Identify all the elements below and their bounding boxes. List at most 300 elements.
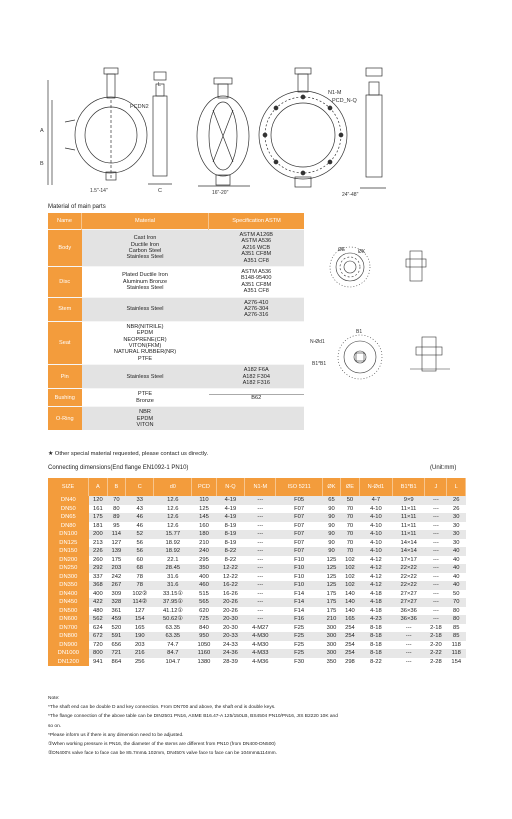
- dimension-cell: 22×22: [393, 573, 425, 582]
- dimension-cell: 941: [89, 658, 107, 667]
- material-row: [48, 321, 304, 364]
- size-cell: DN50: [48, 505, 89, 514]
- dimension-cell: 210: [322, 615, 340, 624]
- material-cell: [82, 365, 209, 389]
- dimension-cell: ---: [245, 513, 276, 522]
- size-cell: DN1000: [48, 649, 89, 658]
- dimension-cell: 52: [126, 530, 154, 539]
- dimensions-header-cell: C: [126, 478, 154, 496]
- dimension-cell: 175: [107, 556, 125, 565]
- dimension-cell: 361: [107, 607, 125, 616]
- material-cell: [82, 267, 209, 298]
- dimension-cell: 2-28: [425, 658, 447, 667]
- dimension-cell: 8-18: [359, 641, 392, 650]
- material-line: VITON(FKM): [128, 342, 162, 349]
- dimension-cell: 350: [322, 658, 340, 667]
- material-cell: [82, 407, 209, 431]
- dimension-cell: 125: [322, 581, 340, 590]
- dimensions-header-row: [48, 478, 466, 496]
- spec-line: A351 CF8M: [241, 251, 272, 258]
- dimension-cell: 240: [192, 547, 217, 556]
- dimension-cell: ---: [425, 564, 447, 573]
- dimension-cell: F07: [276, 505, 322, 514]
- dimension-cell: 102: [341, 564, 359, 573]
- dimension-cell: 256: [126, 658, 154, 667]
- dimension-cell: 300: [322, 624, 340, 633]
- dimensions-header-cell: ØK: [322, 478, 340, 496]
- dimension-cell: ---: [245, 598, 276, 607]
- dimension-cell: 1380: [192, 658, 217, 667]
- dimension-cell: 4-10: [359, 505, 392, 514]
- label-phi-e: ØE: [338, 247, 346, 253]
- dimensions-header-cell: N1-M: [245, 478, 276, 496]
- label-l: L: [158, 82, 162, 88]
- dimension-cell: 203: [107, 564, 125, 573]
- dimension-cell: 8-19: [216, 522, 244, 531]
- dimension-cell: 46: [126, 522, 154, 531]
- dimension-cell: 165: [341, 615, 359, 624]
- material-line: Stainless Steel: [126, 285, 164, 291]
- dimension-cell: 422: [89, 598, 107, 607]
- dimension-cell: 12.6: [154, 522, 192, 531]
- dimension-cell: ---: [245, 573, 276, 582]
- dimension-cell: 337: [89, 573, 107, 582]
- dimension-cell: 200: [89, 530, 107, 539]
- dimension-cell: 300: [322, 649, 340, 658]
- dimension-cell: ---: [245, 496, 276, 505]
- dimension-cell: 70: [341, 505, 359, 514]
- dimensions-header-cell: N-Ød1: [359, 478, 392, 496]
- material-cell: [82, 297, 209, 321]
- size-cell: DN600: [48, 615, 89, 624]
- spec-line: A182 F6A: [243, 367, 269, 374]
- size-cell: DN150: [48, 547, 89, 556]
- dimension-cell: 203: [126, 641, 154, 650]
- dimension-cell: ---: [425, 539, 447, 548]
- dimension-cell: 8-22: [216, 547, 244, 556]
- spec-cell: [209, 230, 305, 267]
- dimension-cell: ---: [425, 522, 447, 531]
- label-n-phi-d1: N-Ød1: [310, 339, 325, 345]
- materials-title: Material of main parts: [48, 204, 106, 210]
- dimensions-table: [48, 478, 466, 666]
- dimension-cell: 43: [126, 505, 154, 514]
- dimension-cell: 118: [447, 649, 466, 658]
- dimension-cell: 8-18: [359, 624, 392, 633]
- dimension-cell: 254: [341, 632, 359, 641]
- size-cell: DN200: [48, 556, 89, 565]
- dimension-cell: 8-22: [359, 658, 392, 667]
- dimension-cell: 12-22: [216, 573, 244, 582]
- size-cell: DN350: [48, 581, 89, 590]
- note-line: *The shaft end can be double D and key connection. From DN700 and above, the shaft end is double keys.: [48, 705, 276, 711]
- dimension-cell: 591: [107, 632, 125, 641]
- dimension-cell: 840: [192, 624, 217, 633]
- dimension-cell: 459: [107, 615, 125, 624]
- dimension-cell: 210: [192, 539, 217, 548]
- dimension-cell: 18.92: [154, 547, 192, 556]
- material-line: PTFE: [137, 391, 153, 398]
- dimension-cell: 125: [322, 556, 340, 565]
- note-line: *Please inform us if there is any dimension need to be adjusted.: [48, 732, 184, 738]
- dimension-cell: 175: [322, 590, 340, 599]
- material-line: Plated Ductile Iron: [122, 272, 168, 279]
- dimension-cell: 2-18: [425, 624, 447, 633]
- dimension-cell: 4-10: [359, 530, 392, 539]
- dimension-cell: 80: [447, 607, 466, 616]
- note-line: so on.: [48, 723, 62, 729]
- size-range-2: 16"-20": [212, 190, 229, 196]
- dimension-cell: 400: [192, 573, 217, 582]
- dimension-cell: F16: [276, 615, 322, 624]
- flange-details: [310, 245, 470, 395]
- valve-drawings: [30, 60, 470, 200]
- dimension-cell: 480: [89, 607, 107, 616]
- dimension-cell: 85: [447, 632, 466, 641]
- dimension-cell: 267: [107, 581, 125, 590]
- dimension-cell: 300: [322, 641, 340, 650]
- spec-cell: [209, 365, 305, 389]
- dimension-cell: 30: [447, 530, 466, 539]
- dimension-cell: 90: [322, 522, 340, 531]
- dimension-cell: 1160: [192, 649, 217, 658]
- dimension-cell: ---: [425, 607, 447, 616]
- dimension-cell: 4-10: [359, 522, 392, 531]
- dimension-cell: 40: [447, 581, 466, 590]
- dimension-cell: 300: [322, 632, 340, 641]
- dimension-cell: 90: [322, 505, 340, 514]
- dimension-cell: 30: [447, 522, 466, 531]
- dimension-cell: 242: [107, 573, 125, 582]
- dimension-cell: 56: [126, 539, 154, 548]
- dimension-cell: 78: [126, 581, 154, 590]
- dimension-cell: 154: [447, 658, 466, 667]
- dimension-cell: 90: [322, 530, 340, 539]
- dimension-cell: F30: [276, 658, 322, 667]
- dimension-cell: 95: [107, 522, 125, 531]
- spec-line: B62: [209, 394, 305, 401]
- spec-line: A351 CF8M: [241, 281, 272, 288]
- size-cell: DN800: [48, 632, 89, 641]
- dimensions-header-cell: L: [447, 478, 466, 496]
- dimension-cell: ---: [425, 590, 447, 599]
- dimension-cell: 4-M27: [245, 624, 276, 633]
- materials-header-spec: Specification ASTM: [209, 213, 305, 230]
- material-line: Ductile Iron: [130, 241, 160, 248]
- size-cell: DN500: [48, 607, 89, 616]
- material-cell: [82, 321, 209, 364]
- spec-line: A276-410: [244, 299, 269, 306]
- dimension-cell: 2-18: [425, 632, 447, 641]
- dimension-cell: ---: [425, 530, 447, 539]
- dimension-cell: 350: [192, 564, 217, 573]
- dimension-cell: 16-26: [216, 590, 244, 599]
- dimension-cell: 70: [107, 496, 125, 505]
- dimensions-row: [48, 505, 466, 514]
- dimension-cell: 328: [107, 598, 125, 607]
- dimension-cell: 368: [89, 581, 107, 590]
- dimensions-row: [48, 530, 466, 539]
- dimensions-row: [48, 496, 466, 505]
- dimension-cell: 254: [341, 641, 359, 650]
- dimension-cell: 18.92: [154, 539, 192, 548]
- dimension-cell: 4-M36: [245, 658, 276, 667]
- dimension-cell: 2-20: [425, 641, 447, 650]
- dimension-cell: 27×27: [393, 590, 425, 599]
- dimension-cell: 2-22: [425, 649, 447, 658]
- spec-line: A351 CF8: [243, 257, 269, 264]
- dimension-cell: 24-33: [216, 641, 244, 650]
- dimension-cell: F10: [276, 556, 322, 565]
- dimension-cell: ---: [425, 556, 447, 565]
- material-part-name: Pin: [48, 365, 82, 389]
- dimension-cell: 460: [192, 581, 217, 590]
- dimension-cell: 515: [192, 590, 217, 599]
- dimension-cell: 161: [89, 505, 107, 514]
- dimension-cell: 102: [341, 581, 359, 590]
- dimension-cell: 950: [192, 632, 217, 641]
- dimension-cell: 114②: [126, 598, 154, 607]
- material-line: NBR: [139, 409, 151, 416]
- dimension-cell: F10: [276, 581, 322, 590]
- size-cell: DN40: [48, 496, 89, 505]
- dimension-cell: 26: [447, 505, 466, 514]
- dimension-cell: 14×14: [393, 539, 425, 548]
- size-cell: DN250: [48, 564, 89, 573]
- size-cell: DN300: [48, 573, 89, 582]
- dimension-cell: 50: [341, 496, 359, 505]
- material-part-name: Body: [48, 230, 82, 267]
- label-b: B: [40, 161, 44, 167]
- dimension-cell: 36×36: [393, 615, 425, 624]
- dimension-cell: ---: [393, 649, 425, 658]
- dimension-cell: 22.1: [154, 556, 192, 565]
- dimension-cell: 140: [341, 607, 359, 616]
- dimensions-row: [48, 556, 466, 565]
- size-cell: DN125: [48, 539, 89, 548]
- dimension-cell: ---: [425, 615, 447, 624]
- spec-cell: [209, 321, 305, 364]
- dimension-cell: 8-19: [216, 530, 244, 539]
- drawing-lug-valve: [197, 78, 250, 186]
- dimension-cell: 14×14: [393, 547, 425, 556]
- dimension-cell: 63.35: [154, 632, 192, 641]
- size-cell: DN450: [48, 598, 89, 607]
- dimension-cell: ---: [425, 598, 447, 607]
- dimension-cell: 260: [89, 556, 107, 565]
- dimension-cell: ---: [425, 496, 447, 505]
- dimension-cell: ---: [393, 658, 425, 667]
- dimension-cell: 145: [192, 513, 217, 522]
- material-cell: [82, 230, 209, 267]
- dimension-cell: 127: [107, 539, 125, 548]
- dimension-cell: 140: [341, 598, 359, 607]
- material-line: Bronze: [136, 397, 154, 404]
- size-range-3: 24"-48": [342, 192, 359, 198]
- dimension-cell: 56: [126, 547, 154, 556]
- dimension-cell: ---: [245, 547, 276, 556]
- dimension-cell: 65: [322, 496, 340, 505]
- dimension-cell: 1050: [192, 641, 217, 650]
- dimension-cell: 620: [192, 607, 217, 616]
- dimension-cell: F07: [276, 539, 322, 548]
- dimension-cell: 22×22: [393, 581, 425, 590]
- dimension-cell: 180: [192, 530, 217, 539]
- label-b1b1: B1*B1: [312, 361, 327, 367]
- dimension-cell: 4-12: [359, 573, 392, 582]
- dimension-cell: 721: [107, 649, 125, 658]
- dimension-cell: 70: [341, 547, 359, 556]
- dimension-cell: 80: [447, 615, 466, 624]
- dimensions-row: [48, 573, 466, 582]
- material-row: [48, 365, 304, 389]
- dimension-cell: 70: [341, 539, 359, 548]
- dimension-cell: 28.45: [154, 564, 192, 573]
- dimension-cell: 4-23: [359, 615, 392, 624]
- dimension-cell: F25: [276, 641, 322, 650]
- dimension-cell: ---: [393, 641, 425, 650]
- dimensions-row: [48, 607, 466, 616]
- connection-unit: (Unit:mm): [430, 465, 457, 471]
- dimension-cell: 17×17: [393, 556, 425, 565]
- material-line: VITON: [136, 421, 154, 428]
- dimension-cell: 175: [322, 598, 340, 607]
- material-line: NEOPRENE(CR): [123, 336, 167, 343]
- materials-header-material: Material: [82, 213, 209, 230]
- dimension-cell: 84.7: [154, 649, 192, 658]
- dimension-cell: 12-22: [216, 564, 244, 573]
- dimension-cell: 4-7: [359, 496, 392, 505]
- dimensions-header-cell: B: [107, 478, 125, 496]
- dimensions-row: [48, 598, 466, 607]
- dimension-cell: 213: [89, 539, 107, 548]
- spec-line: ASTM A536: [241, 238, 272, 245]
- spec-line: A276-316: [244, 312, 269, 319]
- material-row: [48, 389, 304, 407]
- dimensions-row: [48, 649, 466, 658]
- dimension-cell: F25: [276, 632, 322, 641]
- dimension-cell: 624: [89, 624, 107, 633]
- dimension-cell: ---: [425, 513, 447, 522]
- dimension-cell: ---: [245, 607, 276, 616]
- material-line: Stainless Steel: [126, 373, 164, 380]
- material-line: Cast Iron: [133, 235, 157, 242]
- dimensions-row: [48, 547, 466, 556]
- dimension-cell: F10: [276, 564, 322, 573]
- dimension-cell: 60: [126, 556, 154, 565]
- dimension-cell: 298: [341, 658, 359, 667]
- dimension-cell: 102: [341, 556, 359, 565]
- dimension-cell: 125: [322, 564, 340, 573]
- material-row: [48, 297, 304, 321]
- dimension-cell: 400: [89, 590, 107, 599]
- label-a: A: [40, 128, 44, 134]
- material-line: EPDM: [136, 330, 154, 337]
- material-line: NBR(NITRILE): [126, 323, 164, 330]
- dimension-cell: 20-33: [216, 632, 244, 641]
- dimension-cell: 139: [107, 547, 125, 556]
- size-cell: DN80: [48, 522, 89, 531]
- dimension-cell: 102②: [126, 590, 154, 599]
- dimension-cell: 125: [192, 505, 217, 514]
- dimension-cell: 4-M30: [245, 632, 276, 641]
- dimension-cell: 41.12①: [154, 607, 192, 616]
- dimension-cell: 27×27: [393, 598, 425, 607]
- dimension-cell: 74.7: [154, 641, 192, 650]
- dimension-cell: 4-19: [216, 496, 244, 505]
- dimension-cell: ---: [245, 581, 276, 590]
- dimension-cell: 110: [192, 496, 217, 505]
- dimension-cell: 9×9: [393, 496, 425, 505]
- dimension-cell: 11×11: [393, 505, 425, 514]
- dimension-cell: 565: [192, 598, 217, 607]
- dimensions-header-cell: ØE: [341, 478, 359, 496]
- dimension-cell: 85: [447, 624, 466, 633]
- dimensions-row: [48, 539, 466, 548]
- dimension-cell: 68: [126, 564, 154, 573]
- dimension-cell: 8-19: [216, 539, 244, 548]
- dimension-cell: 15.77: [154, 530, 192, 539]
- materials-header-name: Name: [48, 213, 82, 230]
- dimension-cell: 90: [322, 547, 340, 556]
- dimension-cell: ---: [393, 624, 425, 633]
- dimension-cell: 40: [447, 556, 466, 565]
- dimensions-header-cell: SIZE: [48, 478, 89, 496]
- dimension-cell: 4-12: [359, 556, 392, 565]
- dimension-cell: 254: [341, 649, 359, 658]
- dimension-cell: 80: [107, 505, 125, 514]
- dimension-cell: 656: [107, 641, 125, 650]
- spec-line: A216 WCB: [242, 244, 271, 251]
- dimension-cell: 11×11: [393, 530, 425, 539]
- dimension-cell: 70: [447, 598, 466, 607]
- material-cell: [82, 389, 209, 407]
- spec-cell: [209, 389, 305, 407]
- material-line: Carbon Steel: [128, 248, 162, 254]
- spec-line: B148-95400: [241, 275, 272, 282]
- dimension-cell: 127: [126, 607, 154, 616]
- dimension-cell: F14: [276, 607, 322, 616]
- notes-section: [48, 694, 468, 758]
- spec-line: A182 F304: [242, 373, 270, 380]
- dimension-cell: 104.7: [154, 658, 192, 667]
- spec-cell: [209, 407, 305, 431]
- dimension-cell: 4-18: [359, 590, 392, 599]
- dimension-cell: 8-18: [359, 649, 392, 658]
- dimension-cell: 295: [192, 556, 217, 565]
- dimension-cell: 4-18: [359, 598, 392, 607]
- dimension-cell: 309: [107, 590, 125, 599]
- dimension-cell: 12.6: [154, 496, 192, 505]
- dimension-cell: F07: [276, 513, 322, 522]
- dimension-cell: 4-12: [359, 581, 392, 590]
- dimensions-header-cell: PCD: [192, 478, 217, 496]
- dimension-cell: 90: [322, 539, 340, 548]
- dimension-cell: ---: [393, 632, 425, 641]
- dimensions-row: [48, 522, 466, 531]
- material-row: [48, 230, 304, 267]
- dimension-cell: 292: [89, 564, 107, 573]
- material-part-name: Seat: [48, 321, 82, 364]
- dimension-cell: 4-10: [359, 539, 392, 548]
- dimension-cell: 4-12: [359, 564, 392, 573]
- dimensions-header-cell: B1*B1: [393, 478, 425, 496]
- dimension-cell: 40: [447, 547, 466, 556]
- dimension-cell: 12.6: [154, 505, 192, 514]
- dimension-cell: 50.62①: [154, 615, 192, 624]
- dimension-cell: 31.6: [154, 581, 192, 590]
- size-range-1: 1.5"-14": [90, 188, 108, 194]
